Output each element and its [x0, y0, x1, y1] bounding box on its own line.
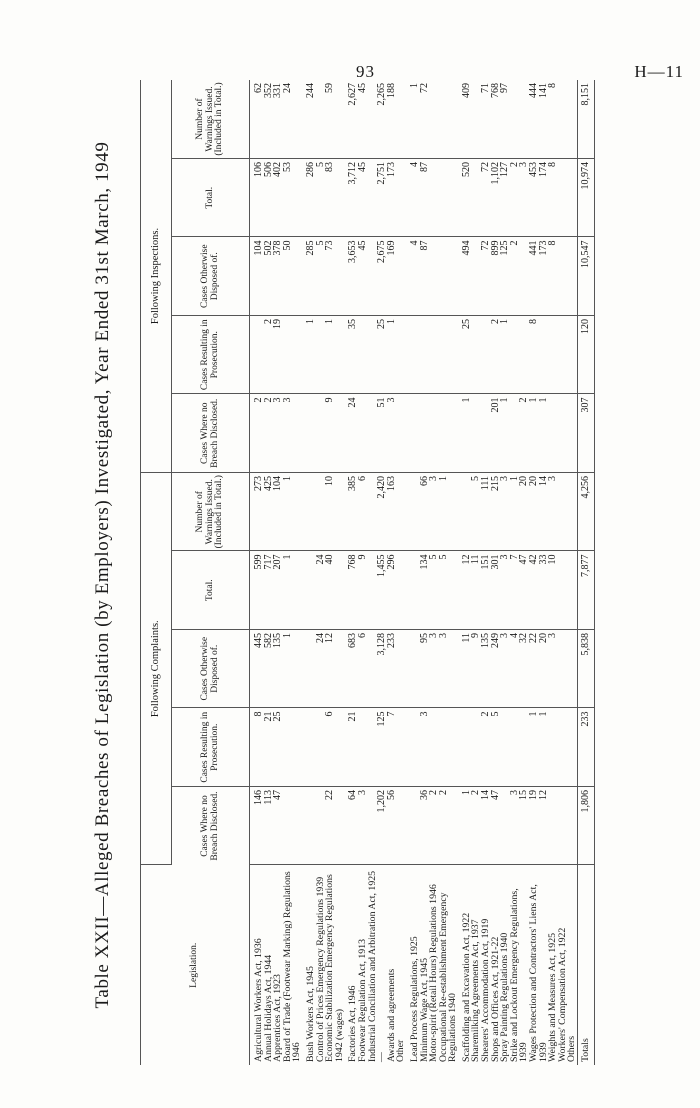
value-cell-i-no-breach: 24 51 3: [344, 394, 406, 473]
col-complaints-otherwise: Cases Otherwise Disposed of.: [172, 630, 250, 709]
col-inspections-prosecution: Cases Resulting in Prosecution.: [172, 316, 250, 395]
value-cell-i-otherwise: 4 87: [406, 237, 458, 316]
value-cell-i-total: 4 87: [406, 159, 458, 238]
totals-row: [578, 80, 595, 1065]
total-i-otherwise: 10,547: [578, 237, 595, 316]
value-cell-i-prosecution: 25 2 1 8: [458, 316, 578, 395]
legislation-name: Other: [395, 1039, 407, 1062]
value-cell-c-warnings: 5 111 215 3 1 20 20 14 3: [458, 473, 578, 552]
value-cell-i-total: 286 5 83: [302, 159, 344, 238]
value-cell-c-no-breach: 64 3 1,202 56: [344, 787, 406, 866]
value-cell-c-no-breach: 1 2 14 47 3 15 19 12: [458, 787, 578, 866]
value-cell-i-total: 106 506 402 53: [250, 159, 302, 238]
legislation-name: Occupational Re-establishment Emergency Regulations 1940: [437, 892, 459, 1062]
col-inspections-warnings: Number of Warnings Issued. (Included in Total.): [172, 80, 250, 159]
value-cell-c-otherwise: 445 582 135 1: [250, 630, 302, 709]
value-cell-i-otherwise: 104 502 378 50: [250, 237, 302, 316]
legislation-name: Strike and Lockout Emergency Regulations, 1939: [508, 888, 530, 1062]
legislation-name: Annual Holidays Act, 1944: [262, 954, 274, 1062]
legislation-cell: [250, 865, 302, 1065]
value-cell-c-prosecution: 6: [302, 708, 344, 787]
legislation-name: Sharemilking Agreements Act, 1937: [470, 919, 482, 1062]
legislation-name: Minimum Wage Act, 1945: [418, 957, 430, 1062]
table-body: [250, 80, 578, 1065]
value-cell-c-total: 134 5 5: [406, 551, 458, 630]
total-c-no-breach: 1,806: [578, 787, 595, 866]
value-cell-i-prosecution: 35 25 1: [344, 316, 406, 395]
legislation-cell: [458, 865, 578, 1065]
legislation-name: Industrial Conciliation and Arbitration Act, 1925—: [366, 870, 388, 1062]
value-cell-c-total: 768 9 1,455 296: [344, 551, 406, 630]
value-cell-c-prosecution: 3: [406, 708, 458, 787]
value-cell-i-no-breach: 9: [302, 394, 344, 473]
value-cell-i-warnings: 1 72: [406, 80, 458, 159]
page-number: 93: [356, 62, 375, 81]
value-cell-c-no-breach: 36 2 2: [406, 787, 458, 866]
total-c-total: 7,877: [578, 551, 595, 630]
value-cell-i-total: 3,712 45 2,751 173: [344, 159, 406, 238]
legislation-name: Workers' Compensation Act, 1922: [556, 927, 568, 1062]
value-cell-i-prosecution: 1 1: [302, 316, 344, 395]
page-reference: H—11: [634, 62, 684, 81]
group-complaints-header: Following Complaints.: [141, 473, 172, 866]
col-complaints-prosecution: Cases Resulting in Prosecution.: [172, 708, 250, 787]
legislation-name: Footwear Regulation Act, 1913: [356, 939, 368, 1062]
total-i-no-breach: 307: [578, 394, 595, 473]
value-cell-i-warnings: 244 59: [302, 80, 344, 159]
rotated-table-region: [92, 75, 692, 1075]
legislation-name: Lead Process Regulations, 1925: [408, 936, 420, 1062]
value-cell-c-no-breach: 146 113 47: [250, 787, 302, 866]
col-complaints-warnings: Number of Warnings Issued. (Included in Total.): [172, 473, 250, 552]
value-cell-c-warnings: 273 425 104 1: [250, 473, 302, 552]
value-cell-c-prosecution: 2 5 1 1: [458, 708, 578, 787]
value-cell-c-warnings: 10: [302, 473, 344, 552]
value-cell-i-otherwise: 285 5 73: [302, 237, 344, 316]
legislation-name: Shearers' Accommodation Act, 1919: [480, 918, 492, 1062]
legislation-cell: [344, 865, 406, 1065]
col-inspections-no-breach: Cases Where no Breach Disclosed.: [172, 394, 250, 473]
table-row-group: [302, 80, 344, 1065]
value-cell-c-warnings: 385 6 2,420 163: [344, 473, 406, 552]
value-cell-c-warnings: 66 3 1: [406, 473, 458, 552]
table-row-group: [250, 80, 302, 1065]
value-cell-c-total: 24 40: [302, 551, 344, 630]
legislation-name: Motor-spirit (Retail Hours) Regulations 1946: [428, 884, 440, 1062]
group-inspections-header: Following Inspections.: [141, 80, 172, 473]
value-cell-i-prosecution: [406, 316, 458, 395]
value-cell-i-prosecution: 2 19: [250, 316, 302, 395]
legislation-name: Apprentices Act, 1923: [272, 974, 284, 1062]
breaches-table: [140, 80, 595, 1065]
total-i-warnings: 8,151: [578, 80, 595, 159]
col-legislation: Legislation.: [141, 865, 250, 1065]
total-c-prosecution: 233: [578, 708, 595, 787]
value-cell-c-no-breach: 22: [302, 787, 344, 866]
table-row-group: [344, 80, 406, 1065]
value-cell-i-total: 520 72 1,102 127 2 3 453 174 8: [458, 159, 578, 238]
total-c-warnings: 4,256: [578, 473, 595, 552]
legislation-name: Weights and Measures Act, 1925: [547, 933, 559, 1062]
legislation-name: Shops and Offices Act, 1921-22: [489, 936, 501, 1062]
legislation-name: Economic Stabilization Emergency Regulations 1942 (wages): [324, 874, 345, 1062]
col-inspections-otherwise: Cases Otherwise Disposed of.: [172, 237, 250, 316]
value-cell-c-otherwise: 11 9 135 249 3 4 32 22 20 3: [458, 630, 578, 709]
value-cell-i-no-breach: 1 201 1 2 1 1: [458, 394, 578, 473]
value-cell-c-prosecution: 21 125 7: [344, 708, 406, 787]
value-cell-c-total: 12 11 151 301 3 7 47 42 33 10: [458, 551, 578, 630]
legislation-name: Others: [566, 1035, 578, 1062]
value-cell-i-warnings: 2,627 45 2,265 188: [344, 80, 406, 159]
legislation-cell: [406, 865, 458, 1065]
value-cell-c-otherwise: 95 3 3: [406, 630, 458, 709]
legislation-name: Board of Trade (Footwear Marking) Regulations 1946: [281, 871, 303, 1062]
col-complaints-total: Total.: [172, 551, 250, 630]
totals-label: Totals: [578, 865, 595, 1065]
value-cell-c-prosecution: 8 21 25: [250, 708, 302, 787]
value-cell-i-warnings: 62 352 331 24: [250, 80, 302, 159]
legislation-name: Scaffolding and Excavation Act, 1922: [460, 912, 472, 1062]
total-i-total: 10,974: [578, 159, 595, 238]
table-row-group: [458, 80, 578, 1065]
total-c-otherwise: 5,838: [578, 630, 595, 709]
legislation-name: Wages Protection and Contractors' Liens Act, 1939: [528, 884, 549, 1062]
legislation-name: Factories Act, 1946: [347, 985, 359, 1062]
value-cell-c-otherwise: 683 6 3,128 233: [344, 630, 406, 709]
value-cell-i-no-breach: 2 2 3 3: [250, 394, 302, 473]
legislation-name: Bush Workers Act, 1945: [304, 966, 316, 1062]
legislation-name: Spray Painting Regulations 1940: [499, 932, 511, 1062]
value-cell-i-no-breach: [406, 394, 458, 473]
value-cell-i-otherwise: 494 72 899 125 2 441 173 8: [458, 237, 578, 316]
col-inspections-total: Total.: [172, 159, 250, 238]
value-cell-c-total: 599 717 207 1: [250, 551, 302, 630]
value-cell-i-otherwise: 3,653 45 2,675 169: [344, 237, 406, 316]
legislation-cell: [302, 865, 344, 1065]
legislation-name: Awards and agreements: [385, 968, 397, 1062]
value-cell-c-otherwise: 24 12: [302, 630, 344, 709]
table-row-group: [406, 80, 458, 1065]
value-cell-i-warnings: 409 71 768 97 444 141 8: [458, 80, 578, 159]
total-i-prosecution: 120: [578, 316, 595, 395]
legislation-name: Control of Prices Emergency Regulations 1939: [314, 876, 326, 1062]
legislation-name: Agricultural Workers Act, 1936: [253, 938, 264, 1062]
table-title: Table XXII—Alleged Breaches of Legislation (by Employers) Investigated, Year Ended 31st March, 1949: [92, 141, 113, 1009]
col-complaints-no-breach: Cases Where no Breach Disclosed.: [172, 787, 250, 866]
